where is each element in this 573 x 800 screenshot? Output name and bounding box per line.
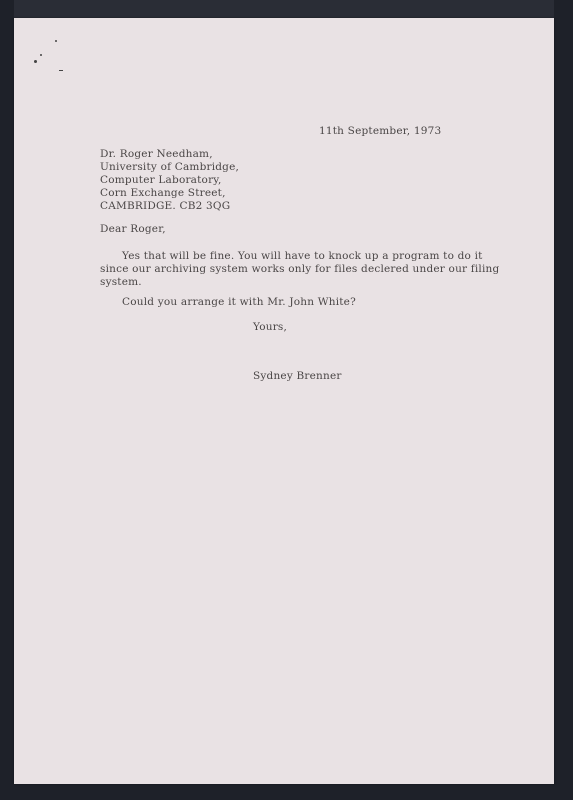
letter-page: [14, 18, 554, 784]
address-line: Dr. Roger Needham,: [100, 148, 213, 160]
signature-name: Sydney Brenner: [253, 370, 342, 382]
closing: Yours,: [253, 321, 288, 333]
address-line: University of Cambridge,: [100, 161, 240, 173]
salutation: Dear Roger,: [100, 223, 166, 235]
document-top-edge: [14, 0, 554, 18]
body-paragraph-2: Could you arrange it with Mr. John White?: [122, 296, 356, 308]
address-line: CAMBRIDGE. CB2 3QG: [100, 200, 231, 212]
address-line: Computer Laboratory,: [100, 174, 222, 186]
address-line: Corn Exchange Street,: [100, 187, 226, 199]
paragraph-line: since our archiving system works only for files declered under our filing: [100, 263, 500, 275]
body-paragraph-1: [100, 250, 500, 289]
recipient-address: [100, 148, 239, 213]
letter-date: 11th September, 1973: [319, 125, 442, 137]
paragraph-line: Yes that will be fine. You will have to knock up a program to do it: [122, 250, 483, 262]
paragraph-line: system.: [100, 276, 142, 288]
